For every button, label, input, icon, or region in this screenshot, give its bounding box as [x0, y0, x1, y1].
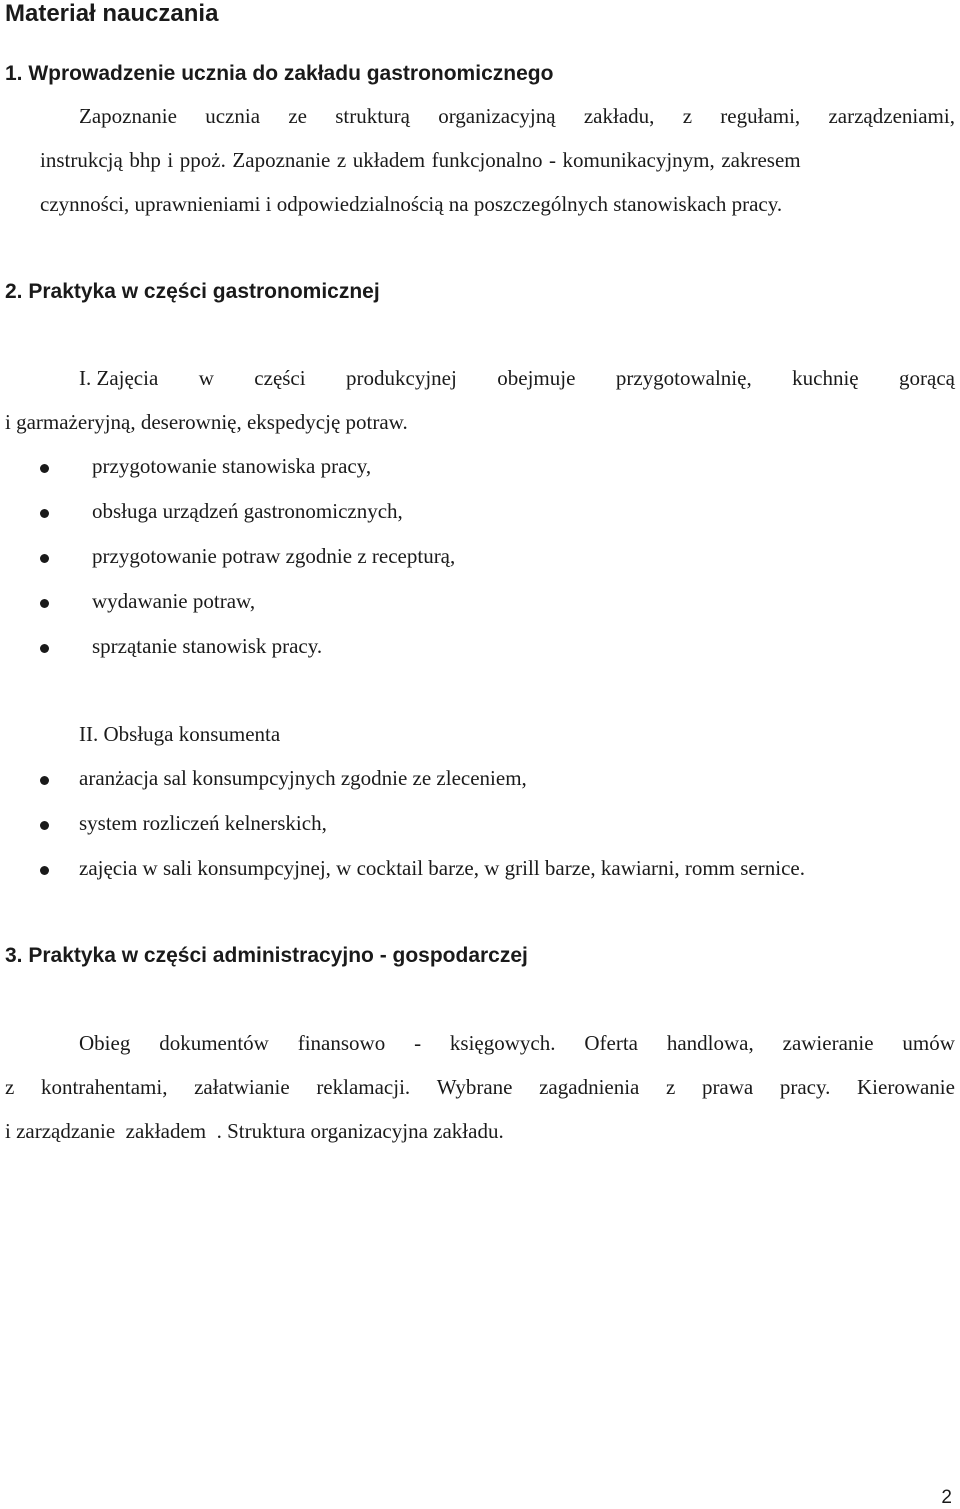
list-item: przygotowanie stanowiska pracy,: [92, 454, 372, 478]
bullet-icon: [40, 509, 49, 518]
word: strukturą: [335, 104, 410, 128]
word: I. Zajęcia: [79, 366, 159, 390]
word: ucznia: [205, 104, 261, 128]
word: zawieranie: [782, 1031, 874, 1055]
list-item: sprzątanie stanowisk pracy.: [92, 634, 323, 658]
word: Zapoznanie: [79, 104, 177, 128]
word: z: [666, 1075, 676, 1099]
section-3-line-1: [79, 1031, 955, 1056]
section-2-part-2-heading: II. Obsługa konsumenta: [79, 722, 281, 746]
word: zakładu,: [583, 104, 655, 128]
section-1-heading: 1. Wprowadzenie ucznia do zakładu gastronomicznego: [5, 62, 554, 85]
word: przygotowalnię,: [615, 366, 752, 390]
word: handlowa,: [666, 1031, 754, 1055]
list-item: system rozliczeń kelnerskich,: [79, 811, 327, 835]
word: umów: [902, 1031, 955, 1055]
list-item: aranżacja sal konsumpcyjnych zgodnie ze zleceniem,: [79, 766, 527, 790]
word: gorącą: [899, 366, 955, 390]
word: z: [682, 104, 693, 128]
section-2-part-1-line-2: i garmażeryjną, deserownię, ekspedycję potraw.: [5, 410, 408, 434]
page-number: 2: [941, 1487, 952, 1508]
word: Kierowanie: [857, 1075, 955, 1099]
word: zagadnienia: [539, 1075, 640, 1099]
section-2-heading: 2. Praktyka w części gastronomicznej: [5, 280, 380, 303]
word: Obieg: [79, 1031, 131, 1055]
word: załatwianie: [194, 1075, 290, 1099]
page-title: Materiał nauczania: [5, 0, 219, 27]
bullet-icon: [40, 821, 49, 830]
bullet-icon: [40, 599, 49, 608]
word: -: [414, 1031, 422, 1055]
section-1-paragraph-line-1: [79, 104, 955, 129]
word: Wybrane: [436, 1075, 513, 1099]
word: organizacyjną: [438, 104, 556, 128]
word: finansowo: [297, 1031, 386, 1055]
word: w: [198, 366, 214, 390]
word: obejmuje: [497, 366, 576, 390]
word: kuchnię: [792, 366, 859, 390]
list-item: wydawanie potraw,: [92, 589, 256, 613]
section-3-heading: 3. Praktyka w części administracyjno - gospodarczej: [5, 944, 528, 967]
word: księgowych.: [449, 1031, 556, 1055]
word: z: [5, 1075, 15, 1099]
bullet-icon: [40, 554, 49, 563]
word: Oferta: [584, 1031, 638, 1055]
word: produkcyjnej: [346, 366, 457, 390]
list-item: zajęcia w sali konsumpcyjnej, w cocktail barze, w grill barze, kawiarni, romm sernice.: [79, 856, 805, 880]
word: regułami,: [720, 104, 801, 128]
word: pracy.: [779, 1075, 831, 1099]
section-3-line-2: [5, 1075, 955, 1100]
word: ze: [288, 104, 307, 128]
section-1-paragraph-line-2: instrukcją bhp i ppoż. Zapoznanie z układem funkcjonalno - komunikacyjnym, zakresem: [40, 148, 801, 172]
list-item: przygotowanie potraw zgodnie z recepturą,: [92, 544, 456, 568]
section-3-line-3: i zarządzanie zakładem . Struktura organizacyjna zakładu.: [5, 1119, 504, 1143]
word: reklamacji.: [316, 1075, 411, 1099]
word: kontrahentami,: [40, 1075, 168, 1099]
bullet-icon: [40, 464, 49, 473]
bullet-icon: [40, 866, 49, 875]
list-item: obsługa urządzeń gastronomicznych,: [92, 499, 403, 523]
bullet-icon: [40, 776, 49, 785]
word: części: [254, 366, 306, 390]
section-2-part-1-line-1: [79, 366, 955, 391]
bullet-icon: [40, 644, 49, 653]
word: zarządzeniami,: [828, 104, 955, 128]
section-1-paragraph-line-3: czynności, uprawnieniami i odpowiedzialnością na poszczególnych stanowiskach pracy.: [40, 192, 783, 216]
word: prawa: [701, 1075, 754, 1099]
word: dokumentów: [159, 1031, 269, 1055]
